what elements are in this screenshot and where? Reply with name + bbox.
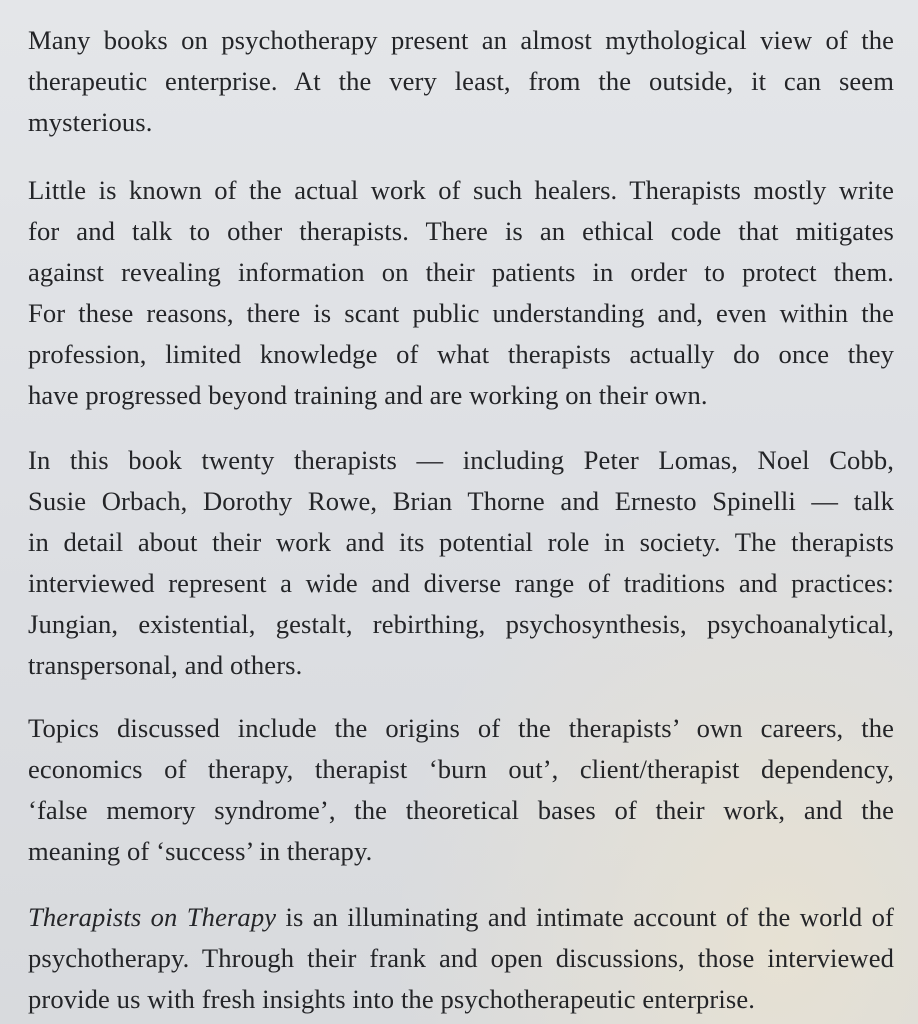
text-line: Many books on psychotherapy present an almost mythological view of the [28,25,894,55]
text-line: for and talk to other therapists. There is an ethical code that mitigates [28,216,894,246]
paragraph-summary [28,897,894,1020]
text-line [28,897,894,938]
text-line: interviewed represent a wide and diverse range of traditions and practices: [28,568,894,598]
text-line: mysterious. [28,107,153,137]
text-line: Topics discussed include the origins of the therapists’ own careers, the [28,713,894,743]
text-line: profession, limited knowledge of what therapists actually do once they [28,339,894,369]
text-line: meaning of ‘success’ in therapy. [28,836,373,866]
paragraph-intro [28,20,894,143]
text-line: For these reasons, there is scant public understanding and, even within the [28,298,894,328]
text-line: economics of therapy, therapist ‘burn out’, client/therapist dependency, [28,754,894,784]
text-line: In this book twenty therapists — including Peter Lomas, Noel Cobb, [28,445,894,475]
text-line: against revealing information on their patients in order to protect them. [28,257,894,287]
text-line: Little is known of the actual work of such healers. Therapists mostly write [28,175,894,205]
paragraph-therapists [28,440,894,686]
text-line: psychotherapy. Through their frank and open discussions, those interviewed [28,943,894,973]
paragraph-topics [28,708,894,872]
text-line: therapeutic enterprise. At the very least, from the outside, it can seem [28,66,894,96]
text-line: ‘false memory syndrome’, the theoretical bases of their work, and the [28,795,894,825]
text-line: in detail about their work and its potential role in society. The therapists [28,527,894,557]
text-line: provide us with fresh insights into the psychotherapeutic enterprise. [28,984,755,1014]
text-line: transpersonal, and others. [28,650,303,680]
text-line: have progressed beyond training and are working on their own. [28,380,708,410]
paragraph-healers [28,170,894,416]
book-title: Therapists on Therapy [28,902,277,932]
text-fragment: is an illuminating and intimate account of the world of [276,902,895,932]
text-line: Jungian, existential, gestalt, rebirthing, psychosynthesis, psychoanalytical, [28,609,894,639]
text-line: Susie Orbach, Dorothy Rowe, Brian Thorne and Ernesto Spinelli — talk [28,486,894,516]
